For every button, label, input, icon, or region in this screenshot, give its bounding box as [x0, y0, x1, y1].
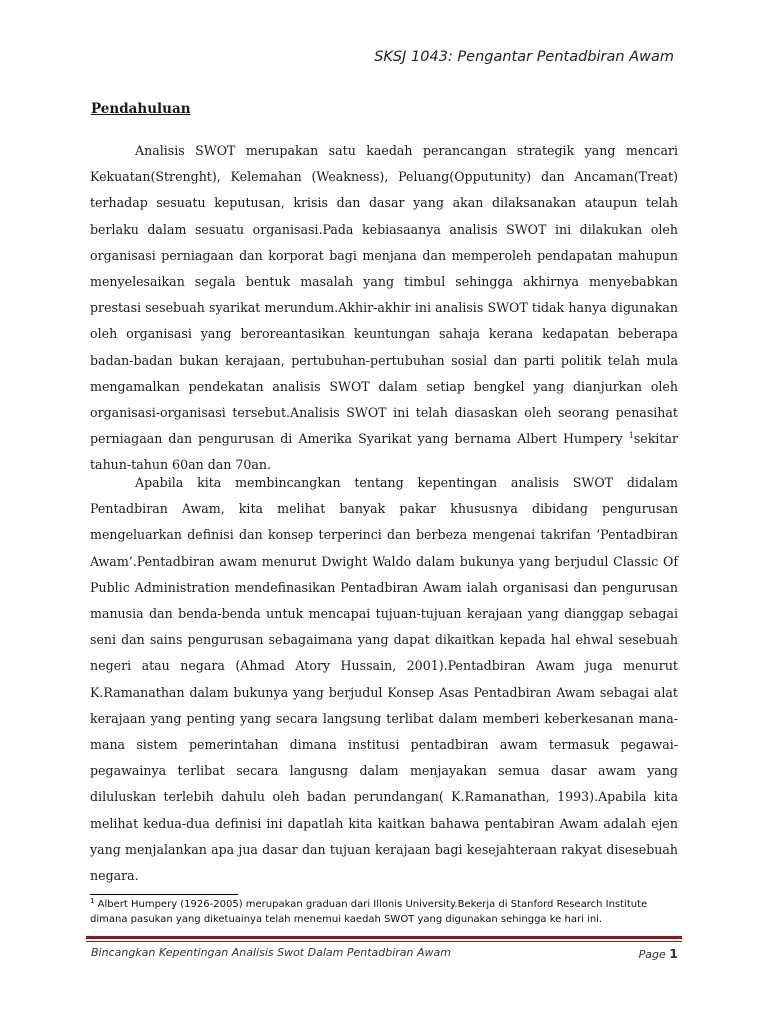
section-heading: Pendahuluan — [91, 101, 191, 117]
footer-rule-thick — [86, 936, 682, 939]
footnote — [90, 898, 680, 927]
footnote-text: Albert Humpery (1926-2005) merupakan graduan dari Illonis University.Bekerja di Stanford Research Institute dimana pasukan yang diketuainya telah menemui kaedah SWOT yang digunakan sehingga ke hari ini. — [90, 899, 648, 925]
footer-rule-thin — [86, 941, 682, 942]
paragraph-intro-text: Analisis SWOT merupakan satu kaedah perancangan strategik yang mencari Kekuatan(Strenght), Kelemahan (Weakness), Peluang(Opputunity) dan Ancaman(Treat) terhadap sesuatu keputusan, krisis dan dasar yang akan dilaksanakan ataupun telah berlaku dalam sesuatu organisasi.Pada kebiasaanya analisis SWOT ini dilakukan oleh organisasi perniagaan dan korporat bagi menjana dan memperoleh pendapatan mahupun menyelesaikan segala bentuk masalah yang timbul sehingga akhirnya menyebabkan prestasi sesebuah syarikat merundum.Akhir-akhir ini analisis SWOT tidak hanya digunakan oleh organisasi yang beroreantasikan keuntungan sahaja kerana kedapatan beberapa badan-badan bukan kerajaan, pertubuhan-pertubuhan sosial dan parti politik telah mula mengamalkan pendekatan analisis SWOT dalam setiap bengkel yang dianjurkan oleh organisasi-organisasi tersebut.Analisis SWOT ini telah diasaskan oleh seorang penasihat perniagaan dan pengurusan di Amerika Syarikat yang bernama Albert Humpery — [90, 143, 678, 447]
footnote-reference: 1 — [628, 431, 634, 441]
paragraph-definitions-text: Apabila kita membincangkan tentang kepentingan analisis SWOT didalam Pentadbiran Awam, kita melihat banyak pakar khususnya dibidang pengurusan mengeluarkan definisi dan konsep terperinci dan berbeza mengenai takrifan ‘Pentadbiran Awam’.Pentadbiran awam menurut Dwight Waldo dalam bukunya yang berjudul Classic Of Public Administration mendefinasikan Pentadbiran Awam ialah organisasi dan pengurusan manusia dan benda-benda untuk mencapai tujuan-tujuan kerajaan yang dianggap sebagai seni dan sains pengurusan sebagaimana yang dapat dikaitkan kepada hal ehwal sesebuah negeri atau negara (Ahmad Atory Hussain, 2001).Pentadbiran Awam juga menurut K.Ramanathan dalam bukunya yang berjudul Konsep Asas Pentadbiran Awam sebagai alat kerajaan yang penting yang secara langsung terlibat dalam memberi keberkesanan mana-mana sistem pemerintahan dimana institusi pentadbiran awam termasuk pegawai-pegawainya terlibat secara langusng dalam menjayakan semua dasar awam yang diluluskan terlebih dahulu oleh badan perundangan( K.Ramanathan, 1993).Apabila kita melihat kedua-dua definisi ini dapatlah kita kaitkan bahawa pentabiran Awam adalah ejen yang menjalankan apa jua dasar dan tujuan kerajaan bagi kesejahteraan rakyat disesebuah negara. — [90, 475, 678, 884]
paragraph-intro-text-end: sekitar tahun-tahun 60an dan 70an. — [90, 431, 678, 473]
footnote-separator — [90, 894, 238, 895]
page-number-block — [639, 946, 678, 961]
footnote-marker: 1 — [90, 897, 95, 905]
page-label: Page — [638, 948, 666, 961]
running-footer-title: Bincangkan Kepentingan Analisis Swot Dalam Pentadbiran Awam — [91, 946, 451, 959]
running-header-title: SKSJ 1043: Pengantar Pentadbiran Awam — [374, 49, 674, 65]
paragraph-intro — [90, 138, 678, 479]
page-number: 1 — [669, 946, 678, 961]
paragraph-definitions — [90, 470, 678, 889]
